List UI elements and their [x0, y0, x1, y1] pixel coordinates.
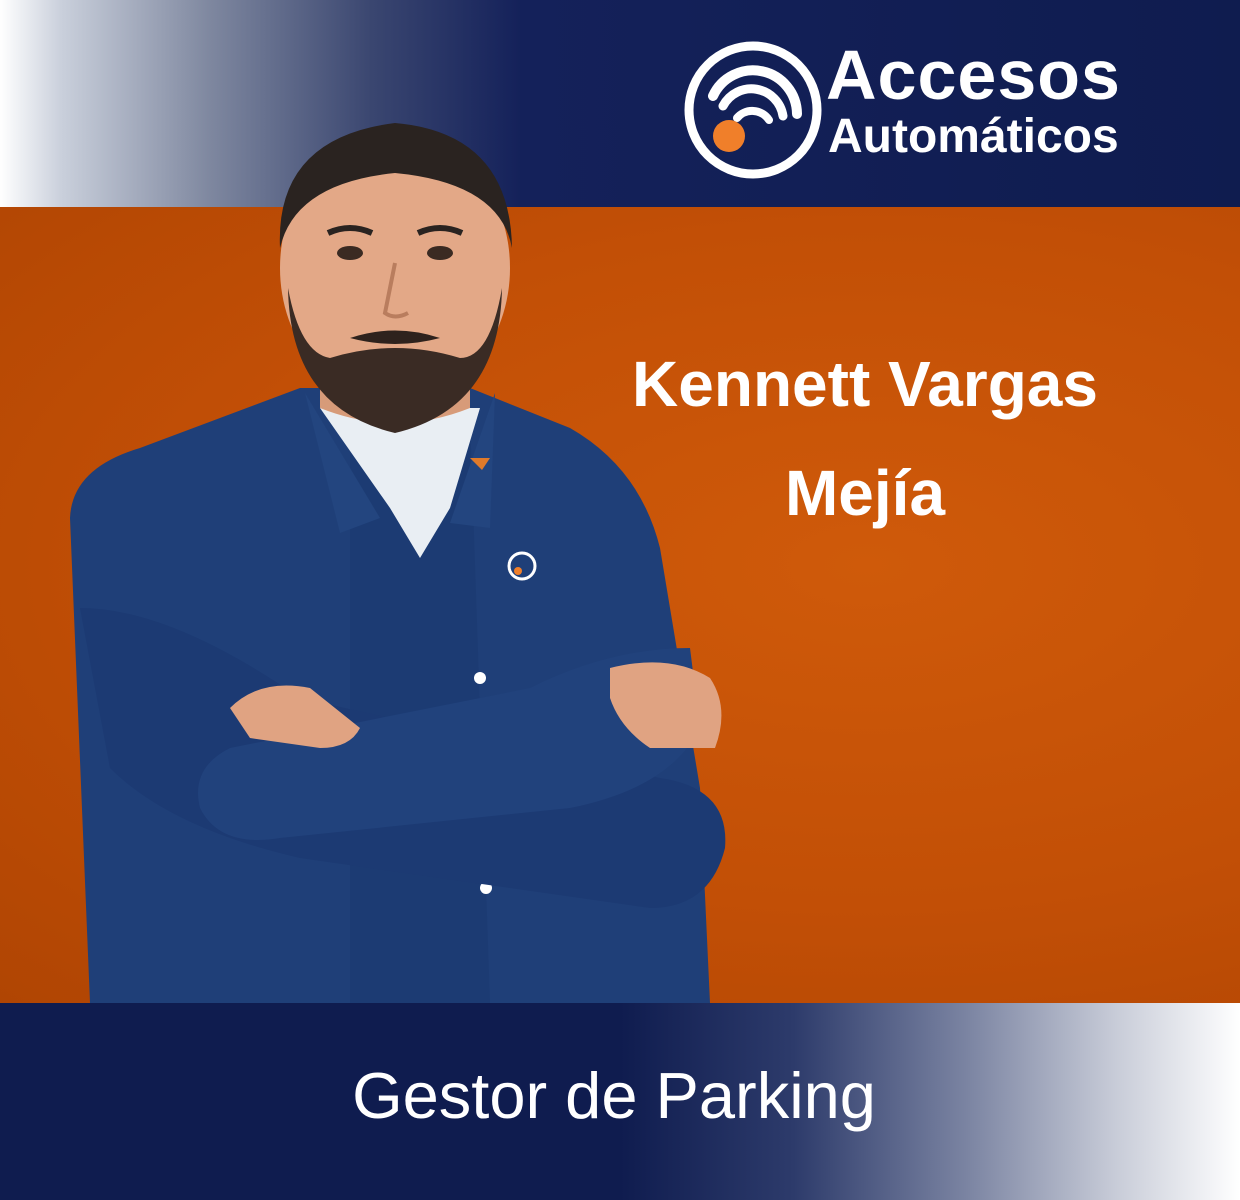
staff-portrait: [50, 88, 740, 1003]
person-name: [540, 348, 1190, 529]
person-name-line2: Mejía: [784, 457, 946, 529]
job-title: [0, 1061, 1240, 1131]
job-title-text: Gestor de Parking: [352, 1059, 876, 1132]
person-name-line1: Kennett Vargas: [632, 348, 1098, 420]
brand-name-line2: Automáticos: [828, 110, 1119, 163]
brand-name-line1: Accesos: [826, 36, 1121, 114]
